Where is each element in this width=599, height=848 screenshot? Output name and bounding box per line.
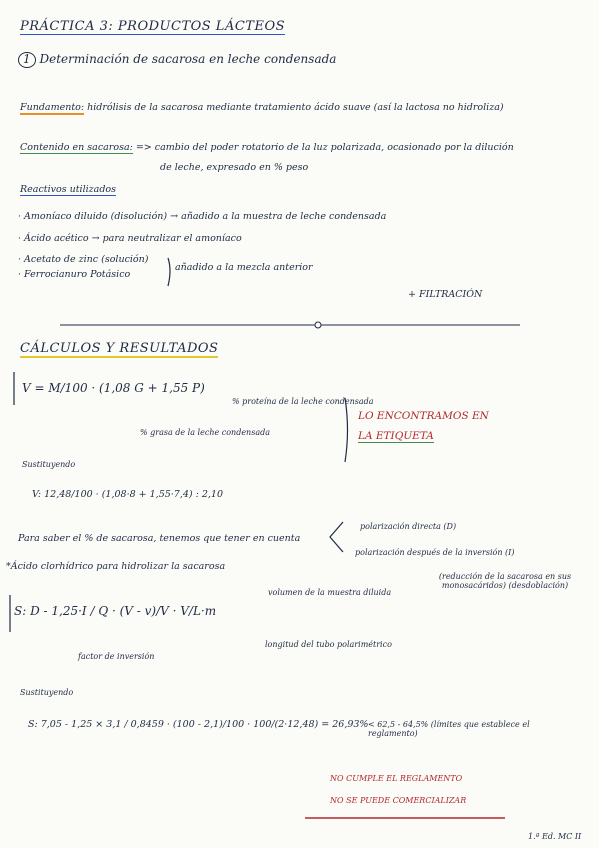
- found-label-2: [358, 430, 434, 442]
- pol-inversion: [355, 548, 514, 557]
- fundamento-text: hidrólisis de la sacarosa mediante tratamiento ácido suave (así la lactosa no hidroliza): [87, 102, 504, 113]
- divider-dot: [315, 322, 321, 328]
- acido-note: *Ácido clorhídrico para hidrolizar la sacarosa: [6, 561, 226, 572]
- inversion-note: (reducción de la sacarosa en sus monosacáridos) (desdoblación): [438, 572, 572, 591]
- factor-note: factor de inversión: [78, 652, 155, 661]
- contenido-label: Contenido en sacarosa:: [20, 142, 133, 153]
- limit-note: < 62,5 - 64,5% (límites que establece el reglamento): [368, 720, 530, 739]
- vol-note: volumen de la muestra diluida: [268, 588, 392, 597]
- note-protein: % proteína de la leche condensada: [232, 397, 374, 406]
- react-brace: [168, 258, 170, 286]
- pol-inversion-text: polarización después de la inversión (I): [355, 548, 515, 557]
- page-title: [20, 20, 285, 35]
- sust-formula-1: V: 12,48/100 · (1,08·8 + 1,55·7,4) : 2,10: [32, 489, 224, 500]
- sust-label-1: Sustituyendo: [22, 460, 76, 469]
- reactivo-3: · Acetato de zinc (solución): [18, 254, 149, 265]
- note-fat: % grasa de la leche condensada: [140, 428, 270, 437]
- no-cumple: NO CUMPLE EL REGLAMENTO: [330, 774, 463, 783]
- sust-formula-2: S: 7,05 - 1,25 × 3,1 / 0,8459 · (100 - 2,1)/100 · 100/(2·12,48) = 26,93%: [28, 719, 369, 730]
- long-note: longitud del tubo polarimétrico: [265, 640, 392, 649]
- section1-heading: [18, 52, 336, 68]
- section-number: 1: [18, 52, 36, 68]
- reactivos-label-text: Reactivos utilizados: [20, 184, 116, 195]
- reactivo-1: · Amoníaco diluido (disolución) → añadido a la muestra de leche condensada: [18, 211, 387, 222]
- contenido-text1: => cambio del poder rotatorio de la luz polarizada, ocasionado por la dilución: [135, 142, 514, 153]
- found-label-1: LO ENCONTRAMOS EN: [358, 410, 489, 422]
- no-comercializar: NO SE PUEDE COMERCIALIZAR: [330, 796, 467, 805]
- reactivo-2: · Ácido acético → para neutralizar el amoníaco: [18, 233, 242, 244]
- fundamento-line: [20, 103, 504, 114]
- pol-brace: [330, 522, 343, 552]
- formula-s: S: D - 1,25·I / Q · (V - v)/V · V/L·m: [14, 604, 217, 618]
- page-title-text: PRÁCTICA 3: PRODUCTOS LÁCTEOS: [20, 19, 286, 34]
- sust-label-2: Sustituyendo: [20, 688, 74, 697]
- corner-note: 1.ª Ed. MC II: [528, 832, 582, 841]
- fundamento-label: Fundamento:: [20, 102, 85, 113]
- filtracion-note: + FILTRACIÓN: [408, 289, 483, 300]
- contenido-text2: de leche, expresado en % peso: [160, 162, 309, 173]
- section-title: Determinación de sacarosa en leche condensada: [39, 52, 337, 66]
- reactivo-group-note: añadido a la mezcla anterior: [175, 262, 313, 273]
- reactivo-4: · Ferrocianuro Potásico: [18, 269, 131, 280]
- found-label-2-text: LA ETIQUETA: [358, 430, 434, 442]
- para-saber: Para saber el % de sacarosa, tenemos que tener en cuenta: [18, 533, 301, 544]
- contenido-line: [20, 143, 514, 154]
- reactivos-label: [20, 185, 116, 196]
- calc-title-text: CÁLCULOS Y RESULTADOS: [20, 341, 219, 356]
- pol-directa: polarización directa (D): [360, 522, 457, 531]
- found-brace: [345, 398, 348, 462]
- calc-title: [20, 342, 218, 357]
- formula-v: V = M/100 · (1,08 G + 1,55 P): [22, 381, 205, 395]
